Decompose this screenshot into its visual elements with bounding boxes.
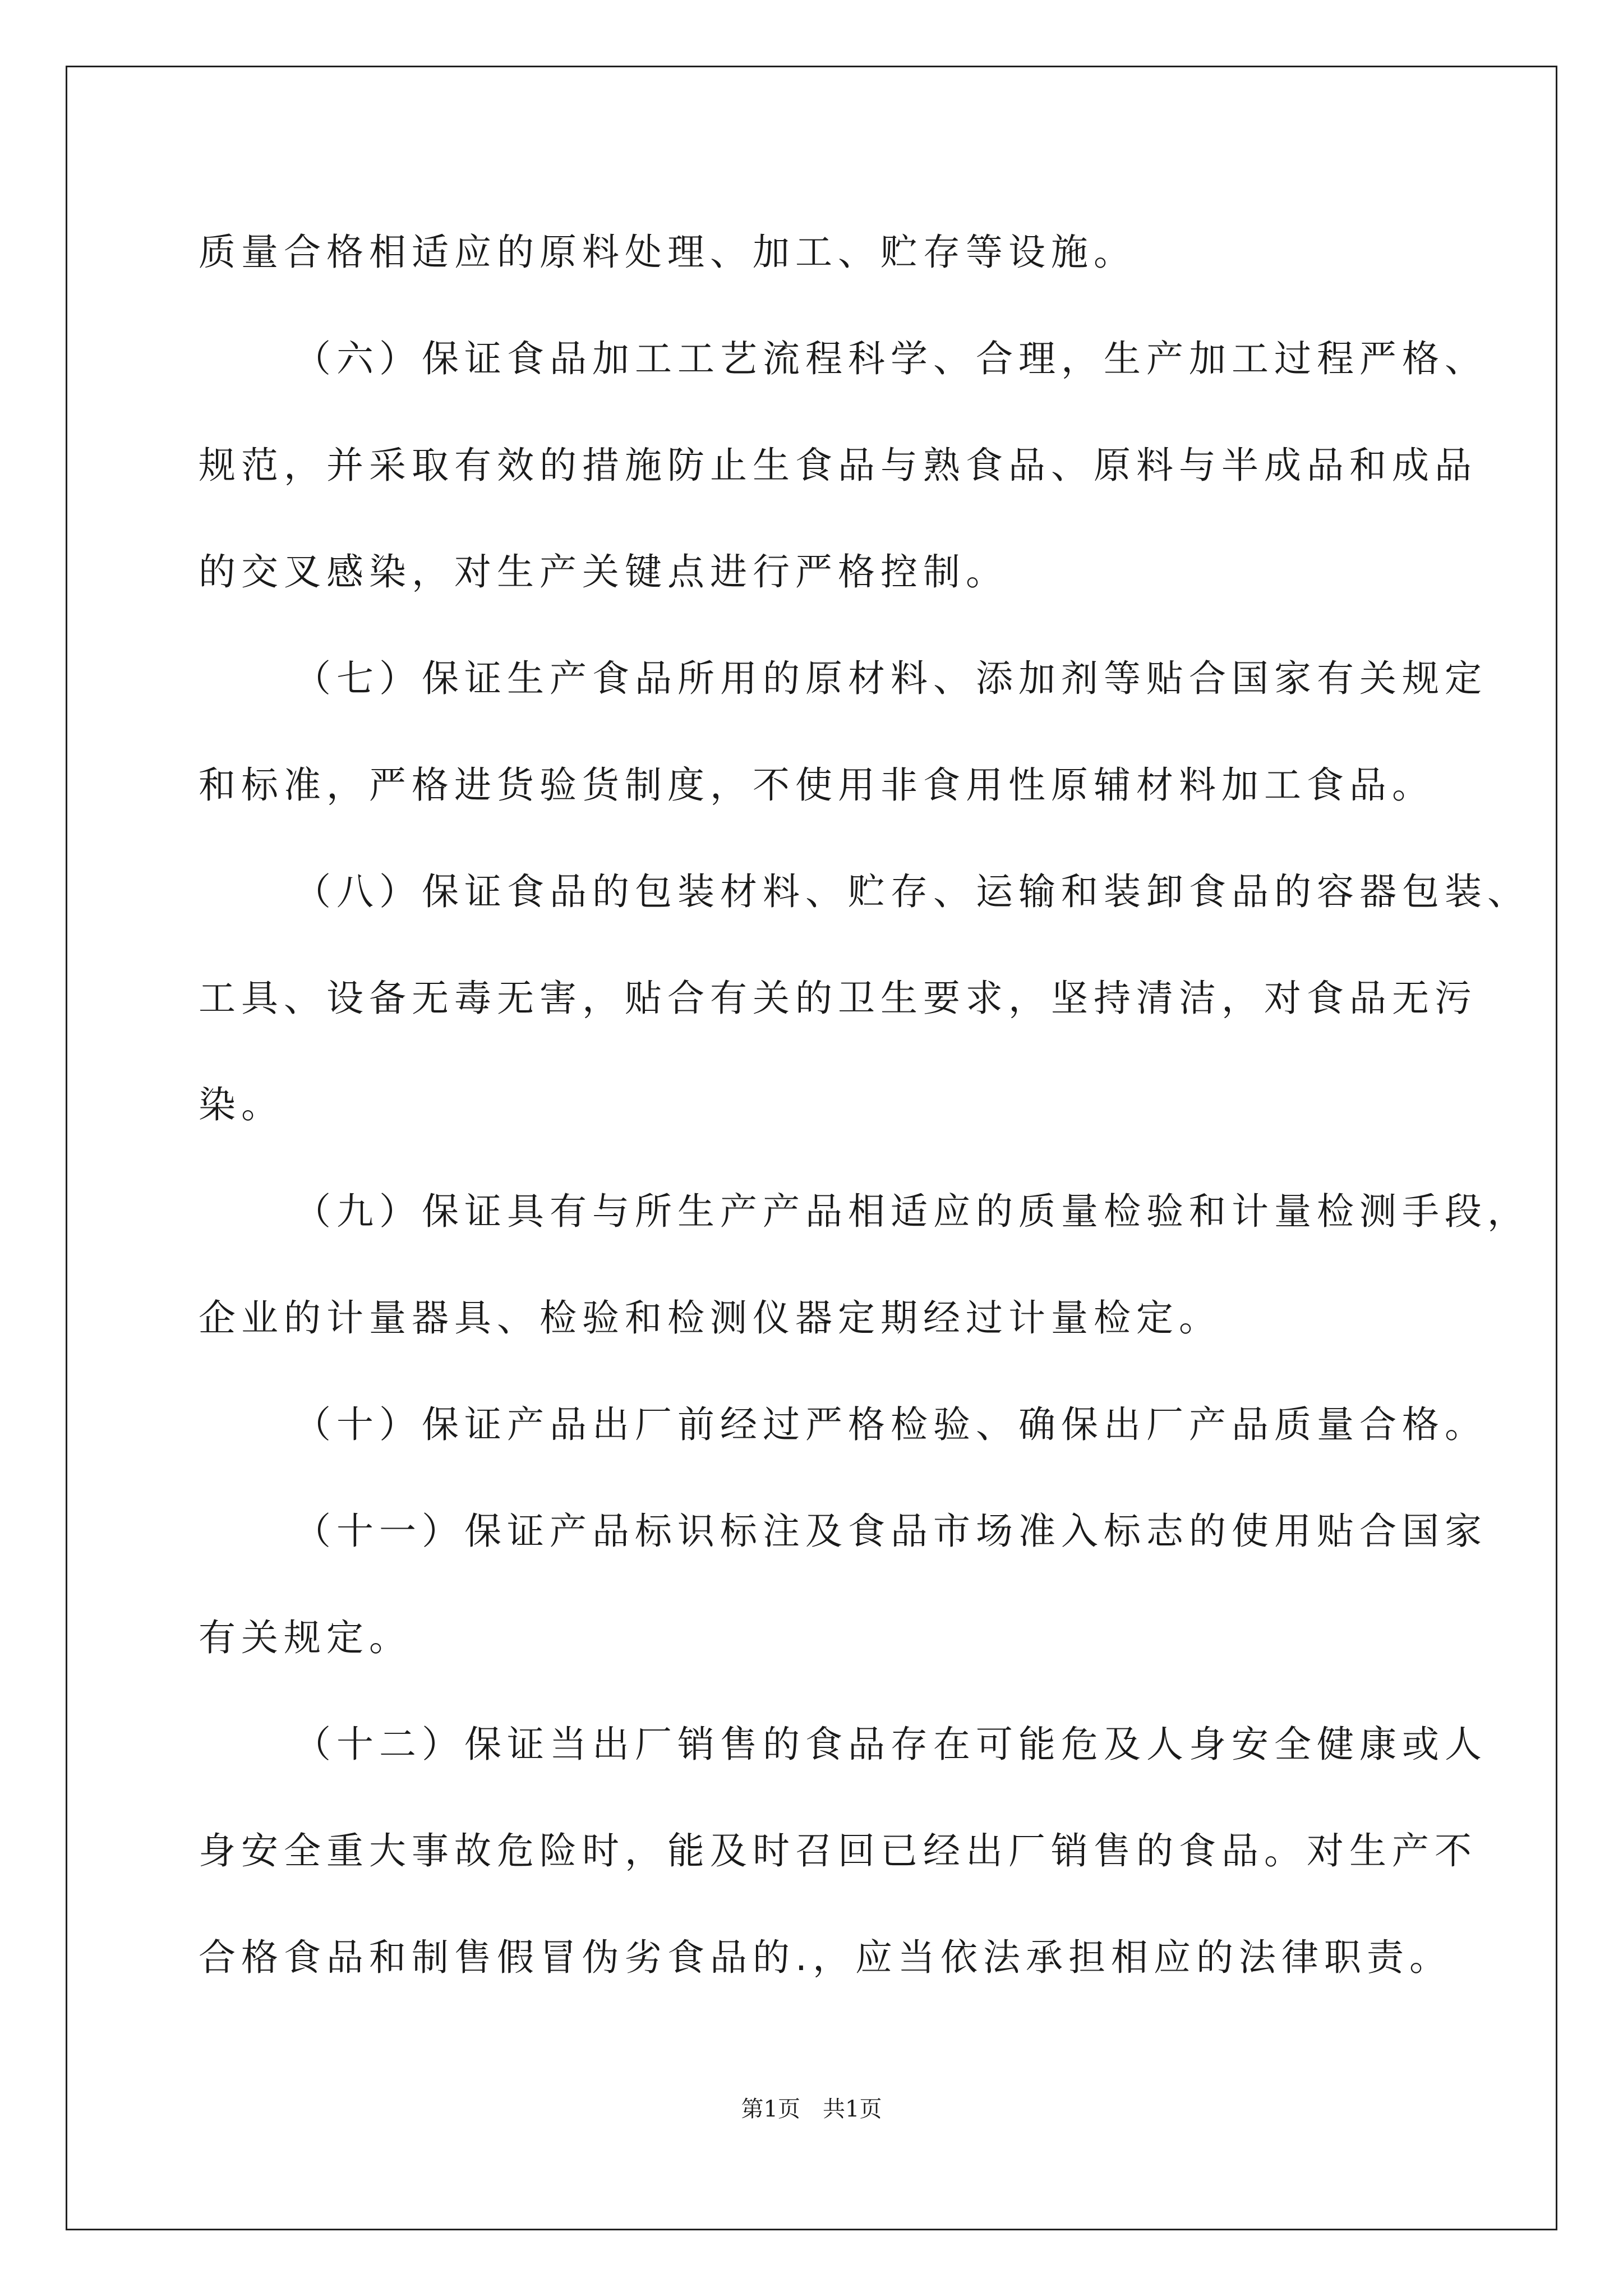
paragraph-line: 企业的计量器具、检验和检测仪器定期经过计量检定。 (199, 1296, 1221, 1340)
paragraph-line: 质量合格相适应的原料处理、加工、贮存等设施。 (199, 231, 1136, 274)
paragraph-line: 工具、设备无毒无害，贴合有关的卫生要求，坚持清洁，对食品无污 (199, 977, 1477, 1020)
paragraph-line: 规范，并采取有效的措施防止生食品与熟食品、原料与半成品和成品 (199, 444, 1477, 487)
page-number-footer: 第1页 共1页 (741, 2096, 882, 2122)
paragraph-line: 有关规定。 (199, 1616, 412, 1659)
paragraph-line: 合格食品和制售假冒伪劣食品的.，应当依法承担相应的法律职责。 (199, 1936, 1452, 1979)
paragraph-line: （十一）保证产品标识标注及食品市场准入标志的使用贴合国家 (294, 1510, 1487, 1553)
paragraph-line: （十二）保证当出厂销售的食品存在可能危及人身安全健康或人 (294, 1723, 1487, 1766)
paragraph-line: 的交叉感染，对生产关键点进行严格控制。 (199, 550, 1008, 593)
paragraph-line: 染。 (199, 1083, 284, 1126)
paragraph-line: （六）保证食品加工工艺流程科学、合理，生产加工过程严格、 (294, 337, 1487, 380)
paragraph-line: （十）保证产品出厂前经过严格检验、确保出厂产品质量合格。 (294, 1403, 1487, 1446)
paragraph-line: （八）保证食品的包装材料、贮存、运输和装卸食品的容器包装、 (294, 870, 1530, 913)
paragraph-line: 和标准，严格进货验货制度，不使用非食用性原辅材料加工食品。 (199, 763, 1435, 807)
paragraph-line: （七）保证生产食品所用的原材料、添加剂等贴合国家有关规定 (294, 657, 1487, 700)
paragraph-line: 身安全重大事故危险时，能及时召回已经出厂销售的食品。对生产不 (199, 1829, 1477, 1872)
paragraph-line: （九）保证具有与所生产产品相适应的质量检验和计量检测手段， (294, 1190, 1530, 1233)
page-border (66, 66, 1557, 2230)
